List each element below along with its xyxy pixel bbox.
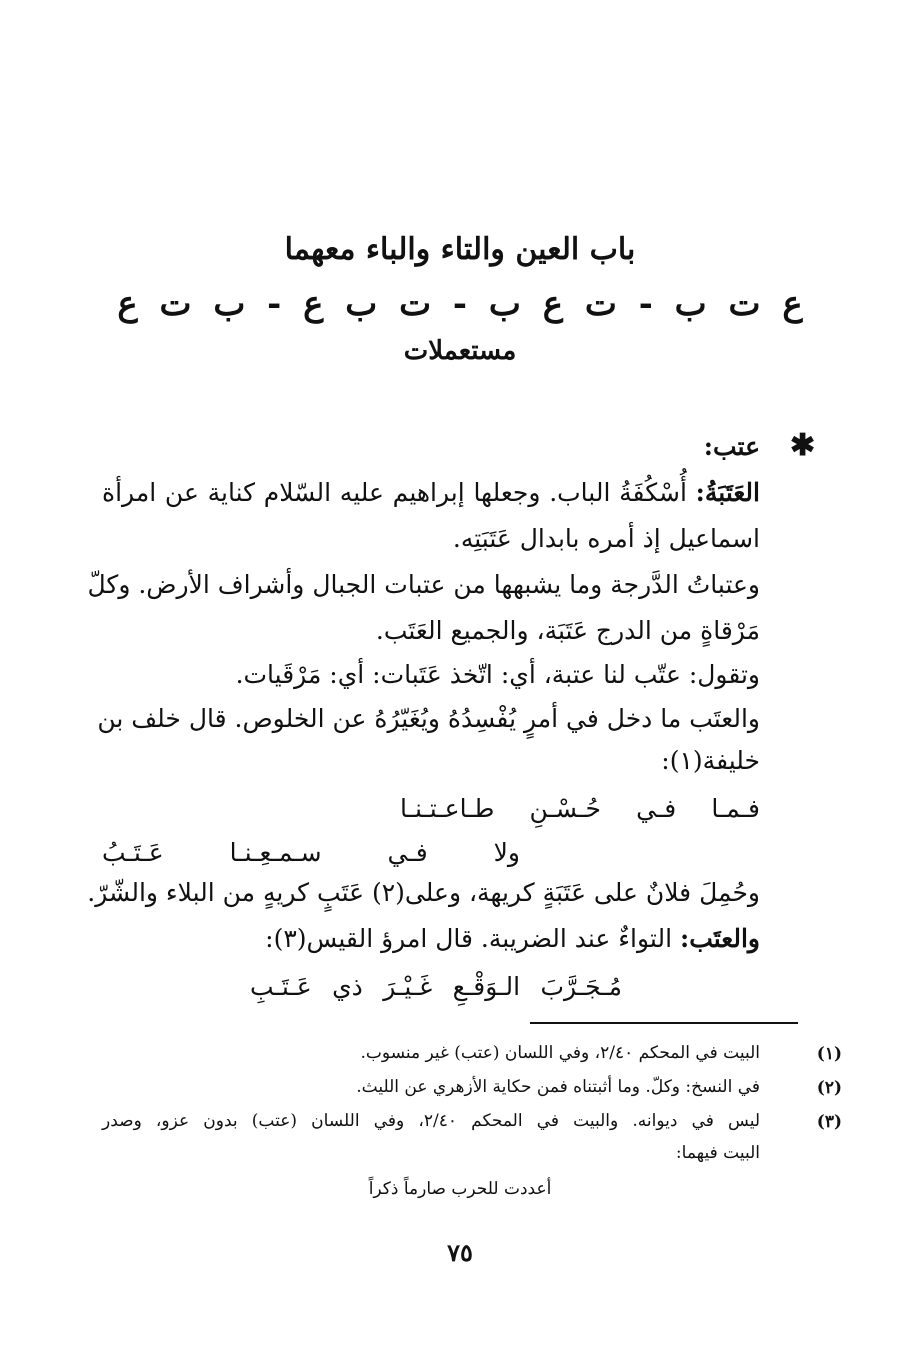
footnote-number: (٣): [816, 1112, 842, 1132]
text-line: مَرْقاةٍ من الدرج عَتَبَة، والجميع العَتَب.: [375, 616, 760, 645]
footnote-number: (٢): [816, 1078, 842, 1098]
text-line: العَتَبَةُ: أُسْكُفَةُ الباب. وجعلها إبراهيم عليه السّلام كناية عن امرأة: [102, 478, 760, 507]
text-line: اسماعيل إذ أمره بابدال عَتَبَتِه.: [452, 524, 760, 553]
verse-hemistich-2: ولا فـي سـمـعِـنـا عَـتَـبُ: [102, 838, 520, 867]
page-number: ٧٥: [447, 1238, 473, 1267]
usage-status: مستعملات: [403, 336, 517, 366]
text-line: وتقول: عتّب لنا عتبة، أي: اتّخذ عَتَبات: أي: مَرْقَيات.: [235, 660, 760, 689]
footnote-text: البيت في المحكم ٢/٤٠، وفي اللسان (عتب) غير منسوب.: [360, 1043, 760, 1063]
root-permutations: ع ت ب - ت ع ب - ت ب ع - ب ت ع: [117, 284, 803, 324]
footnote-number: (١): [816, 1044, 842, 1064]
text-line: والعتَب: التواءٌ عند الضريبة. قال امرؤ القيس(٣):: [265, 924, 760, 953]
verse-hemistich-1: فـمـا فـي حُـسْـنِ طـاعـتـنـا: [400, 794, 760, 823]
footnote-text: في النسخ: وكلّ. وما أثبتناه فمن حكاية الأزهري عن الليث.: [356, 1077, 760, 1097]
text-line: خليفة(١):: [661, 746, 760, 775]
footnote-divider: [530, 1022, 798, 1024]
text-line: والعتَب ما دخل في أمرٍ يُفْسِدُهُ ويُغَيّرُهُ عن الخلوص. قال خلف بن: [97, 704, 760, 733]
footnote-text: ليس في ديوانه. والبيت في المحكم ٢/٤٠، وفي اللسان (عتب) بدون عزو، وصدر: [102, 1111, 761, 1131]
footnote-text-continued: البيت فيهما:: [675, 1143, 760, 1163]
text-line: وعتباتُ الدَّرجة وما يشبهها من عتبات الجبال وأشراف الأرض. وكلّ: [87, 570, 760, 599]
footnote-verse: أعددت للحرب صارماً ذكراً: [368, 1179, 552, 1199]
text-line: وحُمِلَ فلانٌ على عَتَبَةٍ كريهة، وعلى(٢) عَتَبٍ كريهٍ من البلاء والشّرّ.: [87, 878, 760, 907]
entry-star-icon: ✱: [790, 428, 816, 463]
chapter-title: باب العين والتاء والباء معهما: [284, 232, 636, 267]
entry-headword: عتب:: [703, 432, 760, 461]
verse-quote: مُـجَـرَّبَ الـوَقْـعِ غَـيْـرَ ذي عَـتَـبِ: [250, 972, 622, 1001]
